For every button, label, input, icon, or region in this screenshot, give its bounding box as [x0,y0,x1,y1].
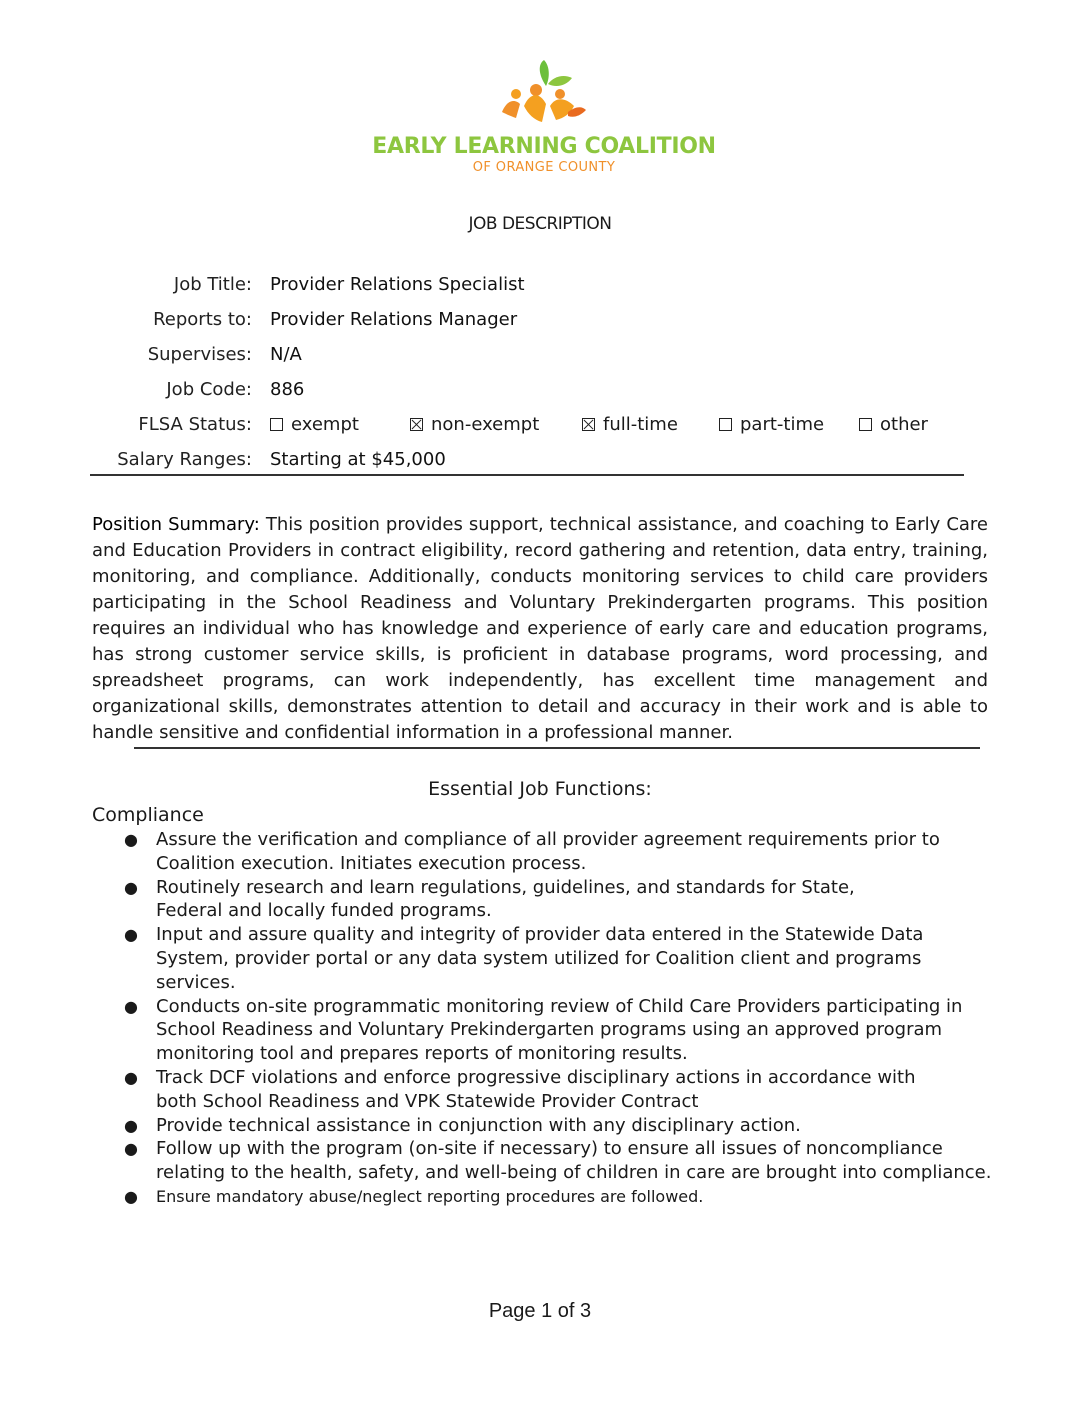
leaf-and-children-logo-icon [494,56,594,136]
divider [134,747,980,749]
field-label: FLSA Status: [138,414,252,435]
page-number: Page 1 of 3 [488,1300,592,1322]
section-subhead: Compliance [92,804,204,826]
divider [90,474,964,476]
list-item-text: Conducts on-site programmatic monitoring review of Child Care Providers participating in School Readiness and Voluntary Prekindergarten programs using an approved program monitoring tool and prepares reports of monitoring results. [156,995,963,1065]
checkbox-icon[interactable] [270,418,283,431]
flsa-option-part-time[interactable] [719,414,824,435]
org-subtitle: OF ORANGE COUNTY [472,160,616,175]
bullet-icon: ● [124,1186,138,1206]
list-item [120,1137,1000,1185]
flsa-option-non-exempt[interactable] [410,414,539,435]
document-heading: JOB DESCRIPTION [468,214,612,234]
summary-lead: Position Summary: [92,514,260,535]
field-value: Starting at $45,000 [270,449,446,470]
bullet-icon: ● [124,830,138,849]
field-value: Provider Relations Manager [270,309,518,330]
field-label: Job Code: [166,379,252,400]
position-summary [92,512,988,746]
bullet-icon: ● [124,1067,138,1087]
flsa-option-label: non-exempt [431,414,540,435]
flsa-option-label: full-time [603,414,678,435]
checkbox-icon[interactable] [719,418,732,431]
field-value: N/A [270,344,302,365]
checked-checkbox-icon[interactable] [582,418,595,431]
field-label: Supervises: [147,344,252,365]
summary-text: This position provides support, technical assistance, and coaching to Early Care and Education Providers in contract eligibility, record gathering and retention, data entry, training, monitoring, and compliance. Additionally, conducts monitoring services to child care providers participating in the School Readiness and Voluntary Prekindergarten programs. This position requires an individual who has knowledge and experience of early care and education programs, has strong customer service skills, is proficient in database programs, word processing, and spreadsheet programs, can work independently, has excellent time management and organizational skills, demonstrates attention to detail and accuracy in their work and is able to handle sensitive and confidential information in a professional manner. [92,514,988,743]
field-job-code [0,379,1088,409]
field-job-title [0,274,1088,304]
duty-list [120,828,1000,1209]
field-value: Provider Relations Specialist [270,274,525,295]
field-value: 886 [270,379,305,400]
list-item [120,1185,1000,1209]
list-item-text: Routinely research and learn regulations, guidelines, and standards for State, Federal and locally funded programs. [156,876,855,922]
list-item-text: Track DCF violations and enforce progressive disciplinary actions in accordance with both School Readiness and VPK Statewide Provider Contract [156,1066,916,1112]
flsa-option-label: other [880,414,928,435]
bullet-icon: ● [124,1115,138,1135]
checked-checkbox-icon[interactable] [410,418,423,431]
field-label: Job Title: [173,274,252,295]
flsa-option-label: exempt [291,414,359,435]
bullet-icon: ● [124,996,138,1016]
flsa-option-full-time[interactable] [582,414,678,435]
list-item-text: Ensure mandatory abuse/neglect reporting procedures are followed. [156,1186,704,1206]
bullet-icon: ● [124,877,138,897]
list-item [120,1114,1000,1138]
list-item [120,1066,1000,1114]
list-item [120,923,1000,994]
flsa-option-label: part-time [740,414,825,435]
bullet-icon: ● [124,925,138,945]
org-name: EARLY LEARNING COALITION [372,134,716,159]
list-item [120,995,1000,1066]
field-reports-to [0,309,1088,339]
list-item-text: Input and assure quality and integrity of provider data entered in the Statewide Data System, provider portal or any data system utilized for Coalition client and programs services. [156,924,924,993]
list-item [120,876,1000,924]
flsa-option-other[interactable] [859,414,928,435]
field-flsa-status [0,414,1088,444]
flsa-option-exempt[interactable] [270,414,359,435]
field-label: Salary Ranges: [117,449,252,470]
checkbox-icon[interactable] [859,418,872,431]
section-title: Essential Job Functions: [428,778,652,800]
list-item [120,828,1000,876]
list-item-text: Assure the verification and compliance of all provider agreement requirements prior to Coalition execution. Initiates execution process. [156,829,940,874]
field-supervises [0,344,1088,374]
list-item-text: Provide technical assistance in conjunction with any disciplinary action. [156,1114,801,1136]
field-label: Reports to: [153,309,252,330]
bullet-icon: ● [124,1139,138,1159]
list-item-text: Follow up with the program (on-site if necessary) to ensure all issues of noncompliance relating to the health, safety, and well-being of children in care are brought into compliance. [156,1138,992,1184]
org-logo [0,56,1088,184]
